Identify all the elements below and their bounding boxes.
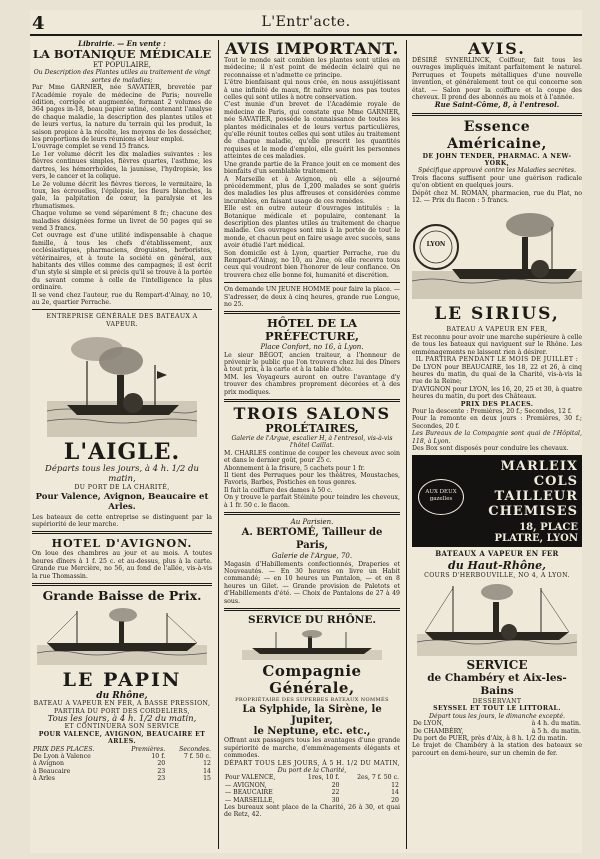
newspaper-page bbox=[30, 10, 582, 853]
table-cell: 10 f. bbox=[151, 752, 166, 760]
book-subtitle: ET POPULAIRE, bbox=[92, 61, 151, 70]
table-cell: 23 bbox=[157, 767, 166, 775]
marleix-line: MARLEIX bbox=[500, 459, 578, 475]
table-row bbox=[224, 782, 400, 789]
book-paragraph: L'ouvrage complet se vend 15 francs. bbox=[32, 143, 150, 151]
service-rhone-title: SERVICE DU RHÔNE. bbox=[248, 613, 376, 626]
table-cell: à Arles bbox=[33, 775, 55, 783]
table-cell: 2es, 7 f. 50 c. bbox=[357, 774, 399, 782]
table-cell: 12 bbox=[203, 760, 211, 768]
service-line: Départ tous les jours, le dimanche excepté. bbox=[428, 712, 566, 720]
book-paragraph: Il se vend chez l'auteur, rue du Rempart-d'Ainay, no 10, au 2e, quartier Perrache. bbox=[32, 291, 212, 306]
papin-line: BATEAU A VAPEUR EN FER, A BASSE PRESSION, bbox=[33, 700, 211, 708]
avis-title: AVIS. bbox=[468, 40, 526, 58]
table-cell: — MARSEILLE, bbox=[225, 796, 275, 804]
table-cell: 15 bbox=[203, 775, 211, 783]
book-paragraph: Chaque volume se vend séparément 8 fr.; chacune des maladies désignées forme un livret de 50 pages qui se vend 3 francs. bbox=[32, 210, 212, 232]
bertome-address: Galerie de l'Argue, 70. bbox=[271, 552, 353, 561]
compagnie-departs: DÉPART TOUS LES JOURS, À 5 H. 1/2 DU MATIN, bbox=[224, 759, 400, 767]
column-3 bbox=[406, 40, 582, 849]
table-cell: 14 bbox=[203, 767, 211, 775]
table-cell: Pour VALENCE, bbox=[225, 774, 276, 782]
page-number: 4 bbox=[32, 13, 45, 34]
aigle-port: DU PORT DE LA CHARITÉ, bbox=[74, 484, 170, 492]
table-row bbox=[224, 774, 400, 781]
bertome-text: Magasin d'Habillements confectionnés, Draperies et Nouveautés. — En 30 heures on livre un Habit commandé; — en 10 heures un Pantalon, — et en 8 heures un Gilet. — Grande provision de Paletots et d'Habillements d'été. — Choix de Pantalons de 27 à 49 sous. bbox=[224, 560, 400, 605]
compagnie-port: Du port de la Charité, bbox=[277, 766, 347, 774]
table-cell: — BEAUCAIRE bbox=[225, 789, 273, 797]
table-cell: 20 bbox=[331, 781, 340, 789]
sirius-paragraph: Les Bureaux de la Compagnie sont quai de l'Hôpital, 118, à Lyon. bbox=[412, 430, 582, 445]
haut-rhone-title: BATEAUX A VAPEUR EN FER bbox=[435, 549, 559, 559]
service-subtitle: de Chambéry et Aix-les-Bains bbox=[427, 672, 567, 697]
bertome-pretitle: Au Parisien. bbox=[290, 518, 334, 527]
sirius-paragraph: Pour la descente : Premières, 20 f.; Secondes, 12 f. bbox=[412, 407, 572, 415]
book-paragraph: Cet ouvrage est d'une utilité indispensable à chaque famille, à tous les chefs d'établissement, aux ecclésiastiques, pharmaciens, droguistes, herboristes, vétérinaires, et à toute la société en général, aux habitants des villes comme des campagnes; il est écrit d'un style si simple et si précis qu'il se trouve à la portée du savant comme à celle de l'intelligence la plus ordinaire. bbox=[32, 232, 212, 292]
hotel-prefecture-paragraph: MM. les Voyageurs auront en outre l'avantage d'y trouver des chambres proprement décorées et à des prix modiques. bbox=[224, 373, 400, 396]
salons-paragraph: M. CHARLES continue de couper les cheveux avec soin et dans le dernier goût, pour 25 c. bbox=[224, 449, 400, 465]
table-row bbox=[32, 760, 212, 767]
table-cell: à Avignon bbox=[33, 760, 65, 768]
sirius-subtitle: BATEAU A VAPEUR EN FER, bbox=[446, 326, 548, 334]
marleix-line: 18, PLACE bbox=[519, 522, 578, 534]
baisse-title: Grande Baisse de Prix. bbox=[42, 588, 202, 604]
gazelles-medal: AUX DEUX gazelles bbox=[418, 479, 464, 515]
table-cell: De LYON, bbox=[413, 720, 444, 728]
table-cell: 1res, 10 f. bbox=[307, 774, 340, 782]
avis-text: DÉSIRÉ SYNERLINCK, Coiffeur, fait tous les ouvrages impliqués imitant parfaitement le naturel. Perruques et Toupets métalliques d'une nouvelle invention, et généralement tout ce qui concerne son état. — Salon pour la coiffure et la coupe des cheveux. Il prend des abonnés au mois et à l'année. bbox=[412, 57, 582, 102]
avis-address: Rue Saint-Côme, 8, à l'entresol. bbox=[434, 100, 560, 110]
papin-line: PARTIRA DU PORT DES CORDELIERS, bbox=[53, 707, 191, 715]
marleix-line: COLS bbox=[533, 474, 578, 490]
haut-rhone-subtitle: du Haut-Rhône, bbox=[448, 558, 546, 572]
papin-line: POUR VALENCE, AVIGNON, BEAUCAIRE ET ARLES. bbox=[38, 730, 206, 746]
compagnie-text: Offrant aux passagers tous les avantages d'une grande supériorité de marche, d'emménagements élégants et commodes. bbox=[224, 737, 400, 760]
table-cell: Du port de PUER, près d'Aix, à 8 h. 1/2 du matin. bbox=[413, 735, 568, 743]
salons-paragraph: Il tient des Perruques pour les théâtres, Moustaches, Favoris, Barbes, Postiches en tous genres. bbox=[224, 472, 400, 487]
table-row bbox=[32, 775, 212, 782]
compagnie-owner: PROPRIÉTAIRE DES SUPERBES BATEAUX NOMMÉS bbox=[235, 696, 389, 703]
aigle-destinations: Pour Valence, Avignon, Beaucaire et Arles. bbox=[35, 491, 209, 512]
table-cell: 20 bbox=[391, 796, 399, 804]
bateaux-heading: ENTREPRISE GÉNÉRALE DES BATEAUX A VAPEUR. bbox=[46, 313, 198, 328]
hotel-avignon-text: On loue des chambres au jour et au mois. A toutes heures dîners à 1 f. 25 c. et au-dessus, plus à la carte. Grande rue Mercière, no 56, au fond de l'allée, vis-à-vis la rue Thomassin. bbox=[32, 550, 212, 580]
salons-title: TROIS SALONS bbox=[233, 404, 391, 424]
sirius-paragraph: Des Box sont disposés pour conduire les chevaux. bbox=[412, 444, 569, 452]
essence-by: DE JOHN TENDER, PHARMAC. A NEW-YORK, bbox=[422, 152, 572, 168]
compagnie-fares-table bbox=[224, 774, 400, 804]
column-2 bbox=[218, 40, 400, 849]
salons-subtitle: PROLÉTAIRES, bbox=[265, 422, 359, 436]
page-title: L'Entr'acte. bbox=[261, 14, 351, 30]
table-cell: 7 f. 50 c. bbox=[183, 752, 211, 760]
hotel-prefecture-title: HÔTEL DE LA PRÉFECTURE, bbox=[265, 316, 359, 344]
avis-paragraph: L'être bienfaisant qui nous crée, en nous assujétissant à une infinité de maux, fit naître sous nos pas toutes celles qui sont utiles à notre conservation. bbox=[224, 79, 400, 102]
sirius-title: LE SIRIUS, bbox=[434, 304, 560, 325]
table-cell: à Beaucaire bbox=[33, 767, 71, 775]
sirius-illustration-block bbox=[412, 207, 582, 299]
table-header: PRIX DES PLACES. bbox=[33, 745, 95, 753]
table-row bbox=[412, 720, 582, 727]
service-title: SERVICE bbox=[466, 658, 528, 672]
book-paragraph: Par Mme GARNIER, née SAVATIER, brevetée par l'Académie royale de médecine de Paris; nouvelle édition, corrigée et augmentée, formant 2 volumes de 364 pages in-18, beau papier satiné, contenant l'analyse de chaque maladie, la description des plantes utiles et de leurs vertus, la nature du terrain qui les produit, la saison propice à la récolte, les moyens de les dessécher, les proportions de leurs réunions et leur emploi. bbox=[32, 84, 212, 144]
essence-title: Essence Américaine, bbox=[447, 118, 547, 152]
hotel-prefecture-subtitle: Place Confort, no 16, à Lyon. bbox=[260, 343, 364, 352]
table-cell: 22 bbox=[331, 789, 340, 797]
essence-depot: Dépôt chez M. ROMAN, pharmacien, rue du Plat, no 12. — Prix du flacon : 5 francs. bbox=[412, 189, 582, 205]
table-row bbox=[224, 797, 400, 804]
marleix-line: TAILLEUR bbox=[494, 489, 578, 505]
table-row bbox=[32, 768, 212, 775]
papin-line: ET CONTINUERA SON SERVICE bbox=[64, 723, 180, 731]
essence-text: Trois flacons suffisent pour une guérison radicale qu'on obtient en quelques jours. bbox=[412, 174, 582, 190]
table-cell: 20 bbox=[157, 760, 166, 768]
table-cell: De Lyon à Valence bbox=[33, 752, 91, 760]
column-1 bbox=[32, 40, 212, 849]
essence-spec: Spécifique approuvé contre les Maladies secrètes. bbox=[417, 167, 577, 175]
marleix-line: PLATRE, LYON bbox=[494, 533, 578, 545]
marleix-line: CHEMISES bbox=[488, 504, 578, 520]
table-cell: De CHAMBÉRY, bbox=[413, 727, 464, 735]
book-paragraph: Le 1er volume décrit les dix maladies suivantes : les fièvres continues simples, fièvres quartes, l'asthme, les dartres, les hémorrhoïdes, la jaunisse, l'hydropisie, les vers, le cancer et la colique. bbox=[32, 150, 212, 181]
aigle-title: L'AIGLE. bbox=[63, 439, 181, 466]
aigle-note: Les bateaux de cette entreprise se distinguent par la supériorité de leur marche. bbox=[32, 513, 212, 529]
service-end: Le trajet de Chambéry à la station des bateaux se parcourt en demi-heure, sur un chemin de fer. bbox=[412, 742, 582, 757]
librairie-heading: Librairie. — En vente : bbox=[78, 40, 166, 48]
table-header: Premières. bbox=[131, 745, 166, 753]
haut-rhone-steamboat-illustration bbox=[417, 582, 577, 656]
papin-line: Tous les jours, à 4 h. 1/2 du matin, bbox=[47, 714, 197, 725]
table-row bbox=[412, 728, 582, 735]
book-description: Ou Description des Plantes utiles au traitement de vingt sortes de maladies; bbox=[33, 69, 211, 84]
avis-paragraph: C'est munie d'un brevet de l'Académie royale de médecine de Paris, qui constate que Mme GARNIER, née SAVATIER, possède la connaissance de toutes les plantes médicinales et de leurs vertus particulières, qu'elle réunit toutes celles qui sont utiles au traitement de chaque maladie, qu'elle prescrit les quantités requises et le mode d'emploi, elle guérit les personnes atteintes de ces maladies. bbox=[224, 101, 400, 161]
sirius-paragraph: D'AVIGNON pour LYON, les 16, 20, 25 et 30, à quatre heures du matin, du port des Châteaux. bbox=[412, 385, 582, 401]
salons-address: Galerie de l'Argue, escalier H, à l'entresol, vis-à-vis l'hôtel Caillat. bbox=[231, 435, 393, 450]
sirius-steamboat-illustration bbox=[412, 207, 582, 299]
salons-paragraph: Abonnement à la frisure, 5 cachets pour 1 fr. bbox=[224, 464, 365, 472]
steamboat-illustration bbox=[47, 331, 197, 437]
compagnie-boats: La Sylphide, la Sirène, le Jupiter, bbox=[242, 704, 382, 727]
sirius-paragraph: De LYON pour BEAUCAIRE, les 18, 22 et 26, à cinq heures du matin, du quai de la Charité, vis-à-vis la rue de la Reine; bbox=[412, 363, 582, 386]
book-paragraph: Le 2e volume décrit les fièvres tierces, le vermitaire, la toux, les écrouelles, l'épilepsie, les fleurs blanches, la gale, la palpitation de cœur, la paralysie et les rhumatismes. bbox=[32, 180, 212, 210]
avis-paragraph: Tout le monde sait combien les plantes sont utiles en médecine; il n'est point de médecin éclairé qui ne reconnaisse et n'admette ce principe. bbox=[224, 57, 400, 79]
hotel-avignon-title: HOTEL D'AVIGNON. bbox=[51, 537, 193, 551]
avis-paragraph: Son domicile est à Lyon, quartier Perrache, rue du Rempart-d'Ainay, no 10, au 2me, où elle recevra tous ceux qui voudront bien l'honorer de leur confiance. On trouvera chez elle bonne foi, humanité et discrétion. bbox=[224, 249, 400, 279]
book-title: LA BOTANIQUE MÉDICALE bbox=[32, 47, 212, 62]
table-cell: à 4 h. du matin. bbox=[531, 720, 581, 728]
table-header-row bbox=[32, 746, 212, 753]
service-schedule bbox=[412, 720, 582, 742]
table-row bbox=[32, 753, 212, 760]
salons-paragraph: On y trouve le parfait Stéinite pour teindre les cheveux, à 1 fr. 50 c. le flacon. bbox=[224, 494, 400, 509]
service-steamboat-illustration bbox=[242, 630, 382, 660]
jeune-homme-notice: On demande UN JEUNE HOMME pour faire la place. — S'adresser, de deux à cinq heures, grande rue Longue, no 25. bbox=[224, 286, 400, 308]
bertome-title: A. BERTOMÉ, Tailleur de Paris, bbox=[241, 527, 383, 552]
lyon-medal-label: LYON bbox=[426, 241, 446, 249]
table-cell: 30 bbox=[331, 796, 340, 804]
avis-paragraph: Une grande partie de la France jouit en ce moment des bienfaits d'un semblable traitement. bbox=[224, 160, 400, 176]
sirius-paragraph: IL PARTIRA PENDANT LE MOIS DE JUILLET : bbox=[415, 356, 579, 364]
sirius-paragraph: Pour la remonte en deux jours : Premières, 30 f.; Secondes, 20 f. bbox=[412, 415, 582, 430]
sirius-paragraph: Est reconnu pour avoir une marche supérieure à celle de tous les bateaux qui naviguent sur le Rhône. Les emménagements ne laissent rien à désirer. bbox=[412, 333, 582, 356]
service-line: DESSERVANT bbox=[472, 698, 522, 705]
salons-paragraph: Il fait la coiffure des dames à 50 c. bbox=[224, 486, 333, 494]
haut-rhone-address: COURS D'HERBOUVILLE, NO 4, A LYON. bbox=[424, 571, 570, 579]
service-line: SEYSSEL ET TOUT LE LITTORAL. bbox=[433, 705, 561, 713]
papin-title: LE PAPIN bbox=[62, 669, 182, 692]
compagnie-title: Compagnie Générale, bbox=[262, 661, 362, 697]
compagnie-boats: le Neptune, etc. etc., bbox=[253, 726, 371, 738]
table-row bbox=[224, 789, 400, 796]
papin-subtitle: du Rhône, bbox=[96, 691, 148, 702]
avis-paragraph: A Marseille et à Avignon, où elle a séjourné précédemment, plus de 1,200 malades se sont guéris des maladies les plus affreuses et considérées comme incurables, en faisant usage de ces remèdes. bbox=[224, 175, 400, 205]
sirius-prix: PRIX DES PLACES. bbox=[460, 400, 534, 408]
avis-paragraph: Elle est en outre auteur d'ouvrages intitulés : la Botanique médicale et populaire, contenant la description des plantes utiles au traitement de chaque maladie. Ces ouvrages sont mis à la portée de tout le monde, et chacun peut en faire usage avec succès, sans avoir étudié l'art médical. bbox=[224, 205, 400, 250]
avis-important-title: AVIS IMPORTANT. bbox=[225, 40, 399, 58]
table-cell: — AVIGNON, bbox=[225, 781, 267, 789]
table-row bbox=[412, 735, 582, 742]
hotel-prefecture-paragraph: Le sieur BÉGOT, ancien traiteur, a l'honneur de prévenir le public que l'on trouvera chez lui des Dîners à tout prix, à la carte et à la table d'hôte. bbox=[224, 351, 400, 374]
papin-steamboat-illustration bbox=[37, 605, 207, 665]
table-cell: 23 bbox=[157, 775, 166, 783]
table-cell: 14 bbox=[391, 789, 399, 797]
marleix-advertisement bbox=[412, 455, 582, 547]
table-cell: 12 bbox=[391, 781, 399, 789]
page-header bbox=[30, 10, 582, 36]
table-header: Secondes. bbox=[179, 745, 211, 753]
compagnie-bureaux: Les bureaux sont place de la Charité, 26 à 30, et quai de Retz, 42. bbox=[224, 804, 400, 819]
papin-fares-table bbox=[32, 746, 212, 783]
aigle-departs: Départs tous les jours, à 4 h. 1/2 du matin, bbox=[45, 464, 199, 485]
table-cell: à 5 h. du matin. bbox=[531, 727, 581, 735]
